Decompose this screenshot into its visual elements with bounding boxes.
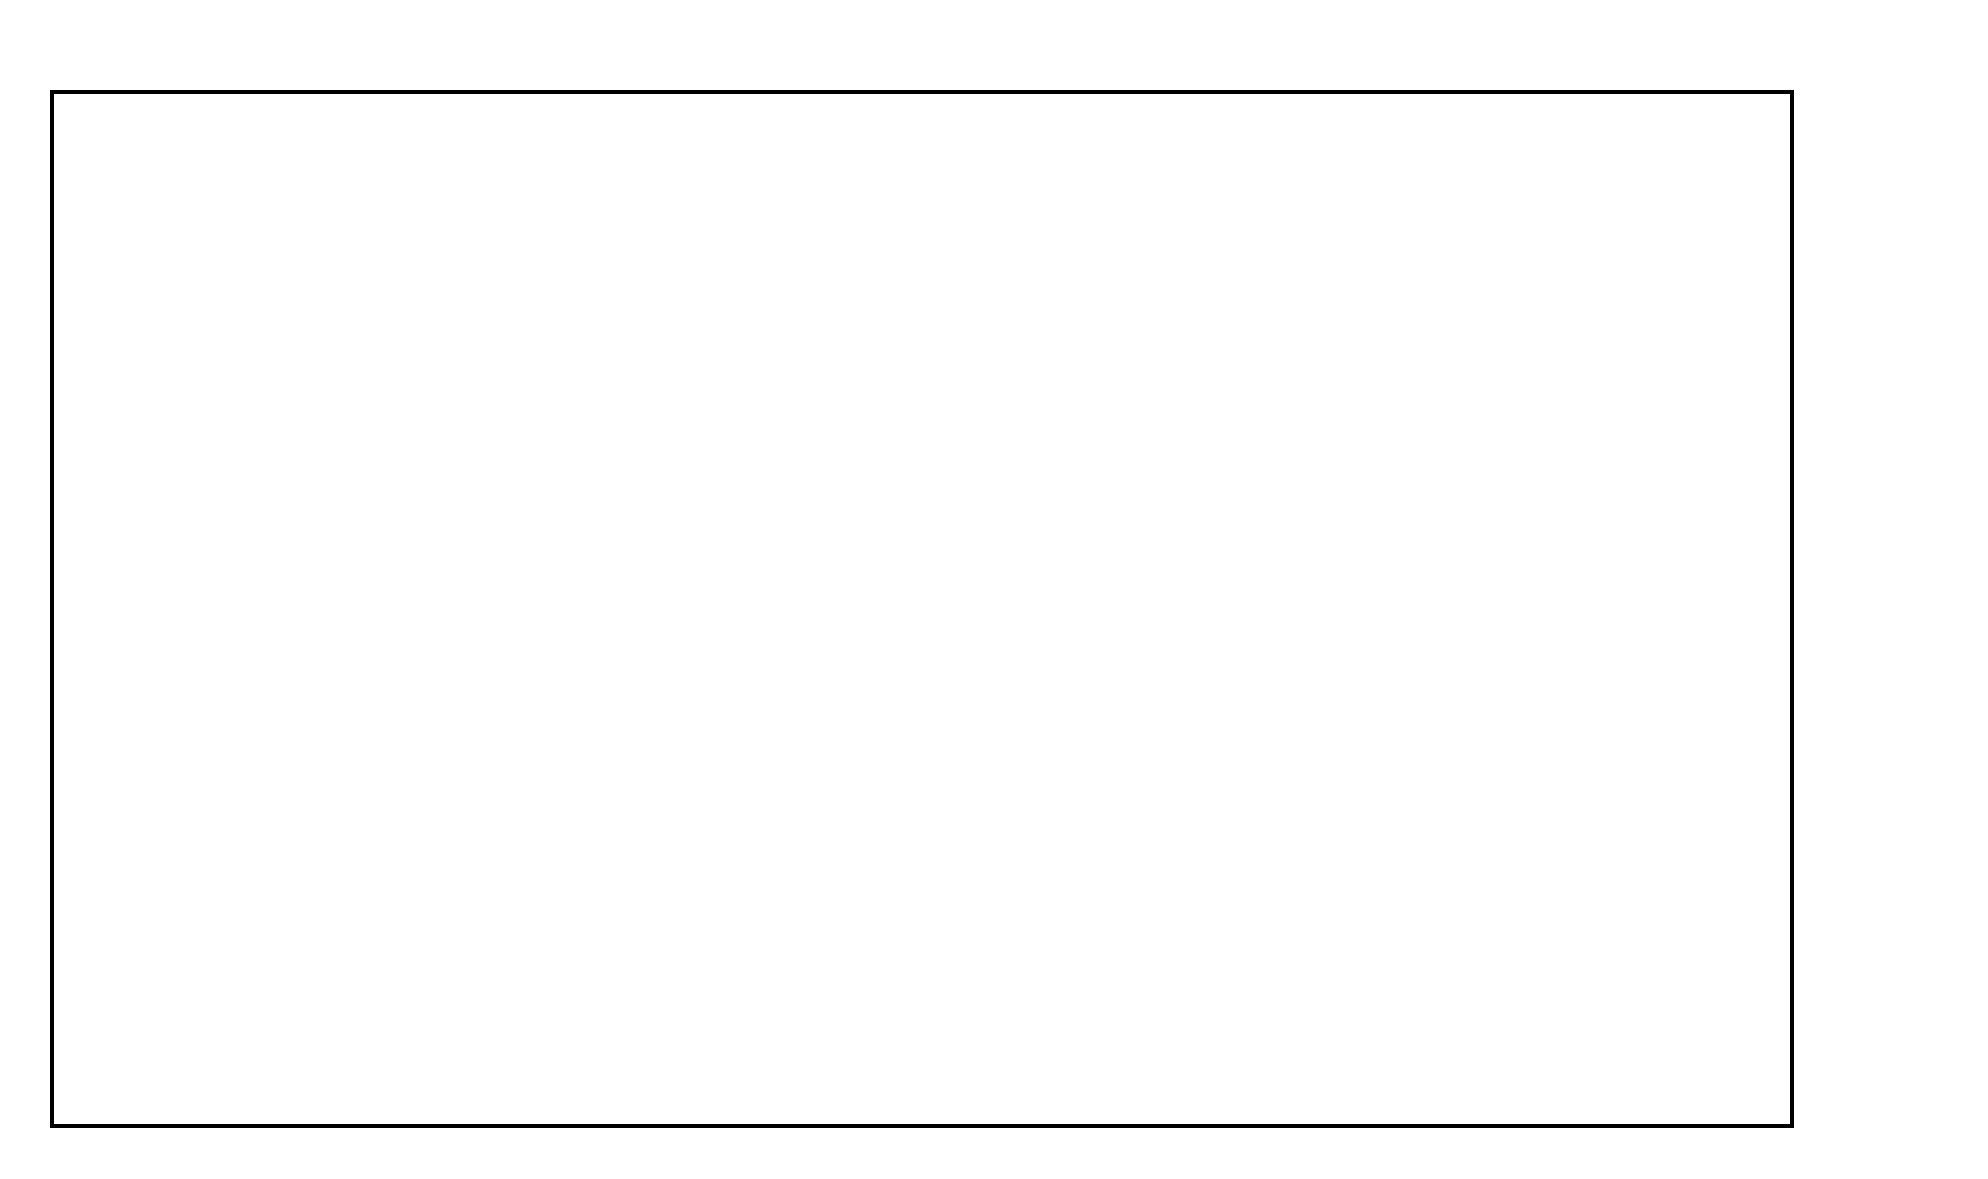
gantt-chart <box>54 94 1790 1124</box>
gantt-frame <box>50 90 1794 1128</box>
